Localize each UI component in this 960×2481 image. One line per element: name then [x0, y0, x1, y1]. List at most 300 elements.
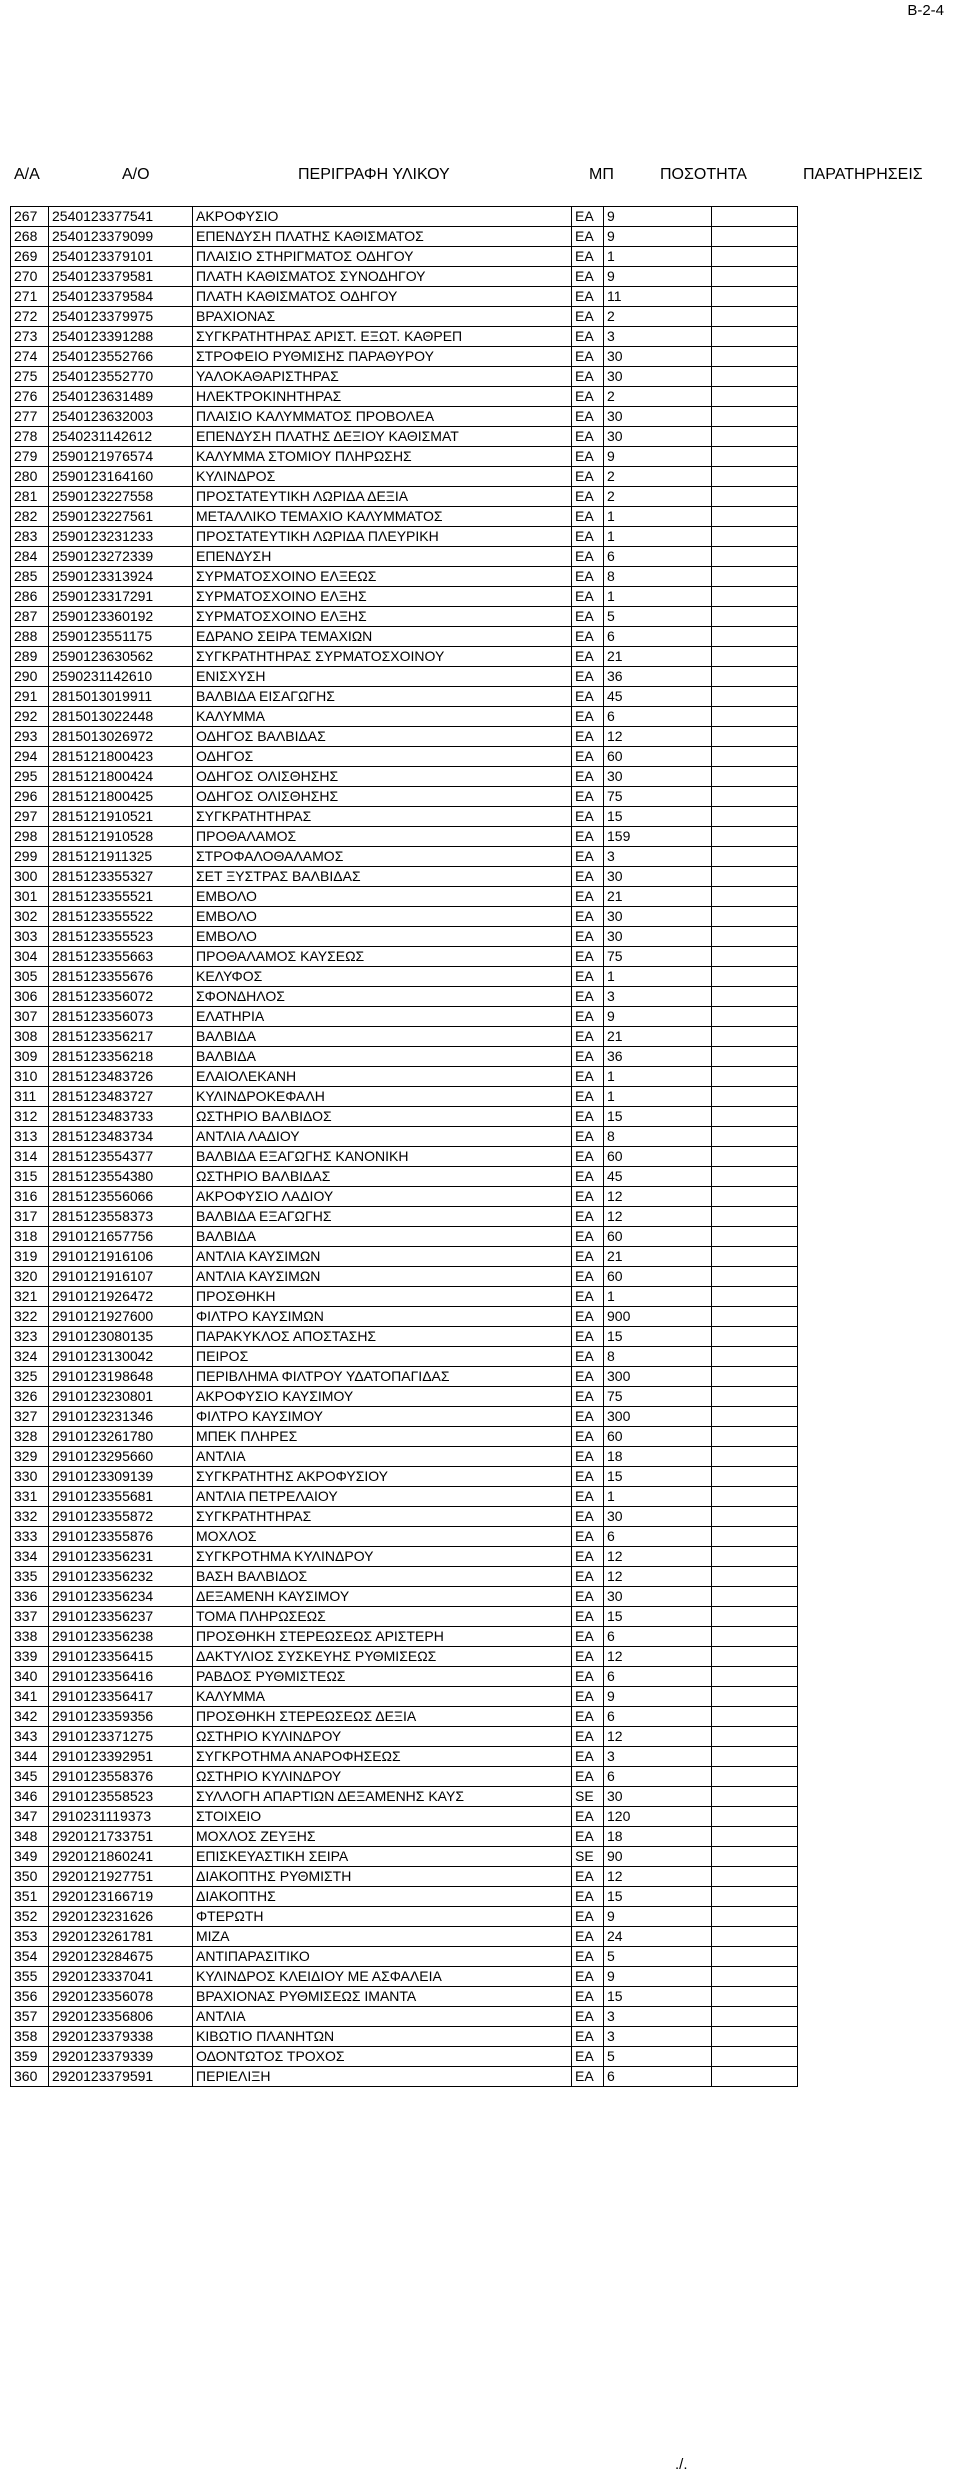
item-notes — [712, 1407, 798, 1427]
item-code: 2815123355663 — [49, 947, 193, 967]
item-quantity: 3 — [604, 987, 712, 1007]
table-row — [11, 1527, 798, 1547]
item-description: ΑΝΤΛΙΑ ΠΕΤΡΕΛΑΙΟΥ — [193, 1487, 572, 1507]
item-code: 2815123355522 — [49, 907, 193, 927]
item-aa: 286 — [11, 587, 49, 607]
item-code: 2920121733751 — [49, 1827, 193, 1847]
item-aa: 321 — [11, 1287, 49, 1307]
item-unit: ΕΑ — [572, 727, 604, 747]
header-quantity: ΠΟΣΟΤΗΤΑ — [660, 166, 747, 183]
item-code: 2920123261781 — [49, 1927, 193, 1947]
item-code: 2910121916106 — [49, 1247, 193, 1267]
item-quantity: 18 — [604, 1447, 712, 1467]
item-description: ΑΝΤΛΙΑ — [193, 2007, 572, 2027]
item-code: 2540231142612 — [49, 427, 193, 447]
table-row — [11, 327, 798, 347]
item-aa: 283 — [11, 527, 49, 547]
item-code: 2815121911325 — [49, 847, 193, 867]
item-unit: ΕΑ — [572, 1567, 604, 1587]
item-notes — [712, 1947, 798, 1967]
item-notes — [712, 1887, 798, 1907]
item-aa: 295 — [11, 767, 49, 787]
item-notes — [712, 1847, 798, 1867]
item-aa: 334 — [11, 1547, 49, 1567]
item-quantity: 18 — [604, 1827, 712, 1847]
item-code: 2815013019911 — [49, 687, 193, 707]
item-unit: ΕΑ — [572, 247, 604, 267]
item-unit: ΕΑ — [572, 1707, 604, 1727]
item-unit: ΕΑ — [572, 1607, 604, 1627]
item-quantity: 1 — [604, 1067, 712, 1087]
item-quantity: 12 — [604, 727, 712, 747]
item-aa: 306 — [11, 987, 49, 1007]
item-unit: ΕΑ — [572, 1767, 604, 1787]
item-unit: ΕΑ — [572, 527, 604, 547]
item-code: 2920121927751 — [49, 1867, 193, 1887]
item-aa: 316 — [11, 1187, 49, 1207]
item-code: 2910123261780 — [49, 1427, 193, 1447]
item-quantity: 8 — [604, 567, 712, 587]
table-row — [11, 1127, 798, 1147]
item-code: 2590123630562 — [49, 647, 193, 667]
table-row — [11, 1087, 798, 1107]
item-aa: 345 — [11, 1767, 49, 1787]
item-quantity: 30 — [604, 367, 712, 387]
item-unit: ΕΑ — [572, 987, 604, 1007]
item-unit: ΕΑ — [572, 1627, 604, 1647]
item-aa: 290 — [11, 667, 49, 687]
item-notes — [712, 1007, 798, 1027]
item-code: 2590231142610 — [49, 667, 193, 687]
item-quantity: 9 — [604, 1687, 712, 1707]
item-code: 2910123080135 — [49, 1327, 193, 1347]
item-aa: 330 — [11, 1467, 49, 1487]
table-row — [11, 1367, 798, 1387]
item-unit: ΕΑ — [572, 1247, 604, 1267]
item-unit: ΕΑ — [572, 1947, 604, 1967]
item-unit: ΕΑ — [572, 1967, 604, 1987]
item-quantity: 21 — [604, 1247, 712, 1267]
table-row — [11, 1387, 798, 1407]
item-quantity: 15 — [604, 1107, 712, 1127]
item-description: ΒΑΛΒΙΔΑ ΕΙΣΑΓΩΓΗΣ — [193, 687, 572, 707]
item-quantity: 36 — [604, 667, 712, 687]
item-quantity: 21 — [604, 887, 712, 907]
item-quantity: 30 — [604, 867, 712, 887]
item-notes — [712, 1087, 798, 1107]
item-description: ΟΔΟΝΤΩΤΟΣ ΤΡΟΧΟΣ — [193, 2047, 572, 2067]
item-code: 2910123359356 — [49, 1707, 193, 1727]
item-code: 2815123554380 — [49, 1167, 193, 1187]
item-code: 2910123355876 — [49, 1527, 193, 1547]
item-notes — [712, 1807, 798, 1827]
item-aa: 281 — [11, 487, 49, 507]
item-quantity: 1 — [604, 507, 712, 527]
item-aa: 317 — [11, 1207, 49, 1227]
item-notes — [712, 747, 798, 767]
header-ao: Α/Ο — [122, 166, 150, 183]
item-description: ΠΑΡΑΚΥΚΛΟΣ ΑΠΟΣΤΑΣΗΣ — [193, 1327, 572, 1347]
table-row — [11, 1047, 798, 1067]
table-row — [11, 1327, 798, 1347]
table-row — [11, 847, 798, 867]
item-description: ΣΥΓΚΡΑΤΗΤΗΡΑΣ ΣΥΡΜΑΤΟΣΧΟΙΝΟΥ — [193, 647, 572, 667]
item-code: 2815121910528 — [49, 827, 193, 847]
item-unit: ΕΑ — [572, 1987, 604, 2007]
table-row — [11, 1067, 798, 1087]
item-notes — [712, 787, 798, 807]
item-unit: ΕΑ — [572, 2007, 604, 2027]
items-table-body — [11, 207, 798, 2087]
item-description: ΕΠΕΝΔΥΣΗ ΠΛΑΤΗΣ ΚΑΘΙΣΜΑΤΟΣ — [193, 227, 572, 247]
item-code: 2815123356072 — [49, 987, 193, 1007]
item-aa: 302 — [11, 907, 49, 927]
item-notes — [712, 1167, 798, 1187]
item-notes — [712, 367, 798, 387]
item-quantity: 15 — [604, 1607, 712, 1627]
table-row — [11, 1027, 798, 1047]
table-row — [11, 567, 798, 587]
item-code: 2815123483727 — [49, 1087, 193, 1107]
table-row — [11, 1607, 798, 1627]
item-quantity: 900 — [604, 1307, 712, 1327]
item-notes — [712, 1967, 798, 1987]
item-notes — [712, 1647, 798, 1667]
table-row — [11, 2007, 798, 2027]
item-aa: 333 — [11, 1527, 49, 1547]
item-description: ΒΑΣΗ ΒΑΛΒΙΔΟΣ — [193, 1567, 572, 1587]
item-notes — [712, 1607, 798, 1627]
table-row — [11, 1247, 798, 1267]
item-code: 2540123391288 — [49, 327, 193, 347]
item-unit: ΕΑ — [572, 1327, 604, 1347]
item-description: ΑΝΤΛΙΑ ΚΑΥΣΙΜΩΝ — [193, 1267, 572, 1287]
item-description: ΠΡΟΣΤΑΤΕΥΤΙΚΗ ΛΩΡΙΔΑ ΠΛΕΥΡΙΚΗ — [193, 527, 572, 547]
item-notes — [712, 1027, 798, 1047]
item-quantity: 30 — [604, 767, 712, 787]
item-quantity: 15 — [604, 1327, 712, 1347]
item-quantity: 30 — [604, 907, 712, 927]
item-quantity: 5 — [604, 2047, 712, 2067]
item-aa: 336 — [11, 1587, 49, 1607]
item-unit: ΕΑ — [572, 1447, 604, 1467]
table-row — [11, 1647, 798, 1667]
item-aa: 322 — [11, 1307, 49, 1327]
item-unit: ΕΑ — [572, 1287, 604, 1307]
table-row — [11, 1107, 798, 1127]
item-unit: ΕΑ — [572, 1147, 604, 1167]
item-aa: 292 — [11, 707, 49, 727]
item-description: ΣΥΓΚΡΑΤΗΤΗΣ ΑΚΡΟΦΥΣΙΟΥ — [193, 1467, 572, 1487]
item-unit: ΕΑ — [572, 1367, 604, 1387]
item-code: 2540123631489 — [49, 387, 193, 407]
table-row — [11, 827, 798, 847]
item-notes — [712, 727, 798, 747]
item-description: ΑΝΤΛΙΑ ΚΑΥΣΙΜΩΝ — [193, 1247, 572, 1267]
item-aa: 349 — [11, 1847, 49, 1867]
table-row — [11, 287, 798, 307]
item-aa: 275 — [11, 367, 49, 387]
item-notes — [712, 907, 798, 927]
item-quantity: 1 — [604, 1287, 712, 1307]
item-code: 2590121976574 — [49, 447, 193, 467]
item-description: ΚΕΛΥΦΟΣ — [193, 967, 572, 987]
item-aa: 356 — [11, 1987, 49, 2007]
item-notes — [712, 2007, 798, 2027]
item-aa: 301 — [11, 887, 49, 907]
item-aa: 323 — [11, 1327, 49, 1347]
item-unit: ΕΑ — [572, 1547, 604, 1567]
table-row — [11, 1987, 798, 2007]
item-description: ΣΥΓΚΡΟΤΗΜΑ ΑΝΑΡΟΦΗΣΕΩΣ — [193, 1747, 572, 1767]
item-code: 2815123355523 — [49, 927, 193, 947]
item-aa: 267 — [11, 207, 49, 227]
item-code: 2910123231346 — [49, 1407, 193, 1427]
item-code: 2920123337041 — [49, 1967, 193, 1987]
item-aa: 310 — [11, 1067, 49, 1087]
item-unit: ΕΑ — [572, 707, 604, 727]
item-description: ΣΥΓΚΡΑΤΗΤΗΡΑΣ ΑΡΙΣΤ. ΕΞΩΤ. ΚΑΘΡΕΠ — [193, 327, 572, 347]
item-notes — [712, 487, 798, 507]
item-quantity: 45 — [604, 687, 712, 707]
item-notes — [712, 1247, 798, 1267]
item-code: 2910123392951 — [49, 1747, 193, 1767]
item-description: ΠΕΡΙΕΛΙΞΗ — [193, 2067, 572, 2087]
item-notes — [712, 847, 798, 867]
item-unit: ΕΑ — [572, 1807, 604, 1827]
item-code: 2815121800423 — [49, 747, 193, 767]
item-quantity: 3 — [604, 847, 712, 867]
item-unit: ΕΑ — [572, 1527, 604, 1547]
item-code: 2910123309139 — [49, 1467, 193, 1487]
item-quantity: 1 — [604, 967, 712, 987]
table-row — [11, 1427, 798, 1447]
item-quantity: 2 — [604, 467, 712, 487]
item-quantity: 60 — [604, 1147, 712, 1167]
table-row — [11, 1947, 798, 1967]
item-notes — [712, 527, 798, 547]
item-quantity: 15 — [604, 1987, 712, 2007]
item-notes — [712, 647, 798, 667]
item-unit: ΕΑ — [572, 747, 604, 767]
item-aa: 331 — [11, 1487, 49, 1507]
item-quantity: 12 — [604, 1187, 712, 1207]
item-quantity: 12 — [604, 1547, 712, 1567]
item-aa: 359 — [11, 2047, 49, 2067]
item-unit: ΕΑ — [572, 1007, 604, 1027]
item-unit: ΕΑ — [572, 1907, 604, 1927]
item-notes — [712, 2047, 798, 2067]
item-quantity: 2 — [604, 307, 712, 327]
table-row — [11, 1887, 798, 1907]
item-unit: ΕΑ — [572, 647, 604, 667]
item-code: 2920123379338 — [49, 2027, 193, 2047]
item-aa: 332 — [11, 1507, 49, 1527]
item-code: 2815123355676 — [49, 967, 193, 987]
item-code: 2920123231626 — [49, 1907, 193, 1927]
item-quantity: 120 — [604, 1807, 712, 1827]
table-row — [11, 1547, 798, 1567]
table-row — [11, 767, 798, 787]
item-unit: ΕΑ — [572, 587, 604, 607]
item-description: ΡΑΒΔΟΣ ΡΥΘΜΙΣΤΕΩΣ — [193, 1667, 572, 1687]
item-description: ΑΝΤΛΙΑ ΛΑΔΙΟΥ — [193, 1127, 572, 1147]
table-row — [11, 1627, 798, 1647]
item-unit: ΕΑ — [572, 1187, 604, 1207]
table-row — [11, 927, 798, 947]
item-code: 2590123227561 — [49, 507, 193, 527]
item-description: ΚΙΒΩΤΙΟ ΠΛΑΝΗΤΩΝ — [193, 2027, 572, 2047]
table-row — [11, 907, 798, 927]
item-quantity: 15 — [604, 1887, 712, 1907]
item-unit: ΕΑ — [572, 787, 604, 807]
item-unit: ΕΑ — [572, 467, 604, 487]
item-aa: 338 — [11, 1627, 49, 1647]
table-row — [11, 487, 798, 507]
item-quantity: 6 — [604, 547, 712, 567]
item-quantity: 3 — [604, 2027, 712, 2047]
item-notes — [712, 1927, 798, 1947]
item-description: ΒΑΛΒΙΔΑ — [193, 1227, 572, 1247]
item-notes — [712, 867, 798, 887]
item-description: ΣΥΡΜΑΤΟΣΧΟΙΝΟ ΕΛΞΗΣ — [193, 607, 572, 627]
item-code: 2815123355327 — [49, 867, 193, 887]
item-unit: ΕΑ — [572, 1047, 604, 1067]
item-notes — [712, 1387, 798, 1407]
table-row — [11, 1747, 798, 1767]
item-aa: 277 — [11, 407, 49, 427]
item-code: 2910123295660 — [49, 1447, 193, 1467]
item-description: ΚΑΛΥΜΜΑ — [193, 1687, 572, 1707]
item-unit: ΕΑ — [572, 407, 604, 427]
item-code: 2910123356417 — [49, 1687, 193, 1707]
item-description: ΔΙΑΚΟΠΤΗΣ ΡΥΘΜΙΣΤΗ — [193, 1867, 572, 1887]
item-aa: 300 — [11, 867, 49, 887]
item-code: 2910123558376 — [49, 1767, 193, 1787]
table-row — [11, 1467, 798, 1487]
item-description: ΑΚΡΟΦΥΣΙΟ ΚΑΥΣΙΜΟΥ — [193, 1387, 572, 1407]
table-row — [11, 1507, 798, 1527]
item-notes — [712, 427, 798, 447]
item-aa: 270 — [11, 267, 49, 287]
item-unit: ΕΑ — [572, 547, 604, 567]
table-row — [11, 1487, 798, 1507]
item-unit: ΕΑ — [572, 307, 604, 327]
item-description: ΣΤΡΟΦΑΛΟΘΑΛΑΜΟΣ — [193, 847, 572, 867]
table-row — [11, 1767, 798, 1787]
item-code: 2590123360192 — [49, 607, 193, 627]
item-quantity: 6 — [604, 2067, 712, 2087]
item-description: ΦΙΛΤΡΟ ΚΑΥΣΙΜΟΥ — [193, 1407, 572, 1427]
items-table — [10, 206, 798, 2087]
item-aa: 319 — [11, 1247, 49, 1267]
item-unit: ΕΑ — [572, 1167, 604, 1187]
item-quantity: 30 — [604, 407, 712, 427]
item-notes — [712, 667, 798, 687]
item-unit: ΕΑ — [572, 1667, 604, 1687]
table-row — [11, 1227, 798, 1247]
item-unit: ΕΑ — [572, 2067, 604, 2087]
item-unit: ΕΑ — [572, 507, 604, 527]
item-unit: ΕΑ — [572, 807, 604, 827]
item-quantity: 45 — [604, 1167, 712, 1187]
item-notes — [712, 207, 798, 227]
item-notes — [712, 1587, 798, 1607]
item-unit: ΕΑ — [572, 367, 604, 387]
item-code: 2910123356231 — [49, 1547, 193, 1567]
item-code: 2815123554377 — [49, 1147, 193, 1167]
header-description: ΠΕΡΙΓΡΑΦΗ ΥΛΙΚΟΥ — [298, 166, 450, 183]
item-notes — [712, 1067, 798, 1087]
item-notes — [712, 1547, 798, 1567]
table-row — [11, 247, 798, 267]
item-quantity: 30 — [604, 1787, 712, 1807]
item-quantity: 75 — [604, 1387, 712, 1407]
table-row — [11, 1447, 798, 1467]
item-code: 2590123313924 — [49, 567, 193, 587]
item-aa: 282 — [11, 507, 49, 527]
item-code: 2815121800424 — [49, 767, 193, 787]
item-quantity: 9 — [604, 1007, 712, 1027]
table-row — [11, 307, 798, 327]
item-aa: 314 — [11, 1147, 49, 1167]
item-notes — [712, 1507, 798, 1527]
item-aa: 293 — [11, 727, 49, 747]
item-notes — [712, 1727, 798, 1747]
item-quantity: 15 — [604, 1467, 712, 1487]
table-row — [11, 407, 798, 427]
item-aa: 299 — [11, 847, 49, 867]
item-notes — [712, 247, 798, 267]
item-quantity: 1 — [604, 1487, 712, 1507]
item-aa: 318 — [11, 1227, 49, 1247]
item-description: ΔΕΞΑΜΕΝΗ ΚΑΥΣΙΜΟΥ — [193, 1587, 572, 1607]
item-notes — [712, 1787, 798, 1807]
item-notes — [712, 1267, 798, 1287]
item-unit: ΕΑ — [572, 1927, 604, 1947]
item-aa: 355 — [11, 1967, 49, 1987]
table-row — [11, 807, 798, 827]
item-description: ΗΛΕΚΤΡΟΚΙΝΗΤΗΡΑΣ — [193, 387, 572, 407]
item-unit: ΕΑ — [572, 267, 604, 287]
page-label: B-2-4 — [907, 2, 944, 19]
item-unit: ΕΑ — [572, 427, 604, 447]
item-description: ΣΤΡΟΦΕΙΟ ΡΥΘΜΙΣΗΣ ΠΑΡΑΘΥΡΟΥ — [193, 347, 572, 367]
item-unit: ΕΑ — [572, 1587, 604, 1607]
table-row — [11, 2027, 798, 2047]
item-code: 2590123231233 — [49, 527, 193, 547]
item-description: ΒΡΑΧΙΟΝΑΣ — [193, 307, 572, 327]
item-code: 2910123356232 — [49, 1567, 193, 1587]
item-unit: ΕΑ — [572, 1387, 604, 1407]
item-aa: 350 — [11, 1867, 49, 1887]
item-notes — [712, 327, 798, 347]
item-code: 2910121927600 — [49, 1307, 193, 1327]
item-quantity: 21 — [604, 647, 712, 667]
item-unit: ΕΑ — [572, 667, 604, 687]
item-description: ΠΛΑΤΗ ΚΑΘΙΣΜΑΤΟΣ ΟΔΗΓΟΥ — [193, 287, 572, 307]
table-row — [11, 1207, 798, 1227]
item-notes — [712, 1707, 798, 1727]
item-unit: ΕΑ — [572, 1347, 604, 1367]
item-quantity: 9 — [604, 447, 712, 467]
item-description: ΒΡΑΧΙΟΝΑΣ ΡΥΘΜΙΣΕΩΣ ΙΜΑΝΤΑ — [193, 1987, 572, 2007]
table-row — [11, 1927, 798, 1947]
table-row — [11, 1807, 798, 1827]
item-description: ΜΟΧΛΟΣ — [193, 1527, 572, 1547]
item-quantity: 2 — [604, 487, 712, 507]
item-quantity: 9 — [604, 1967, 712, 1987]
